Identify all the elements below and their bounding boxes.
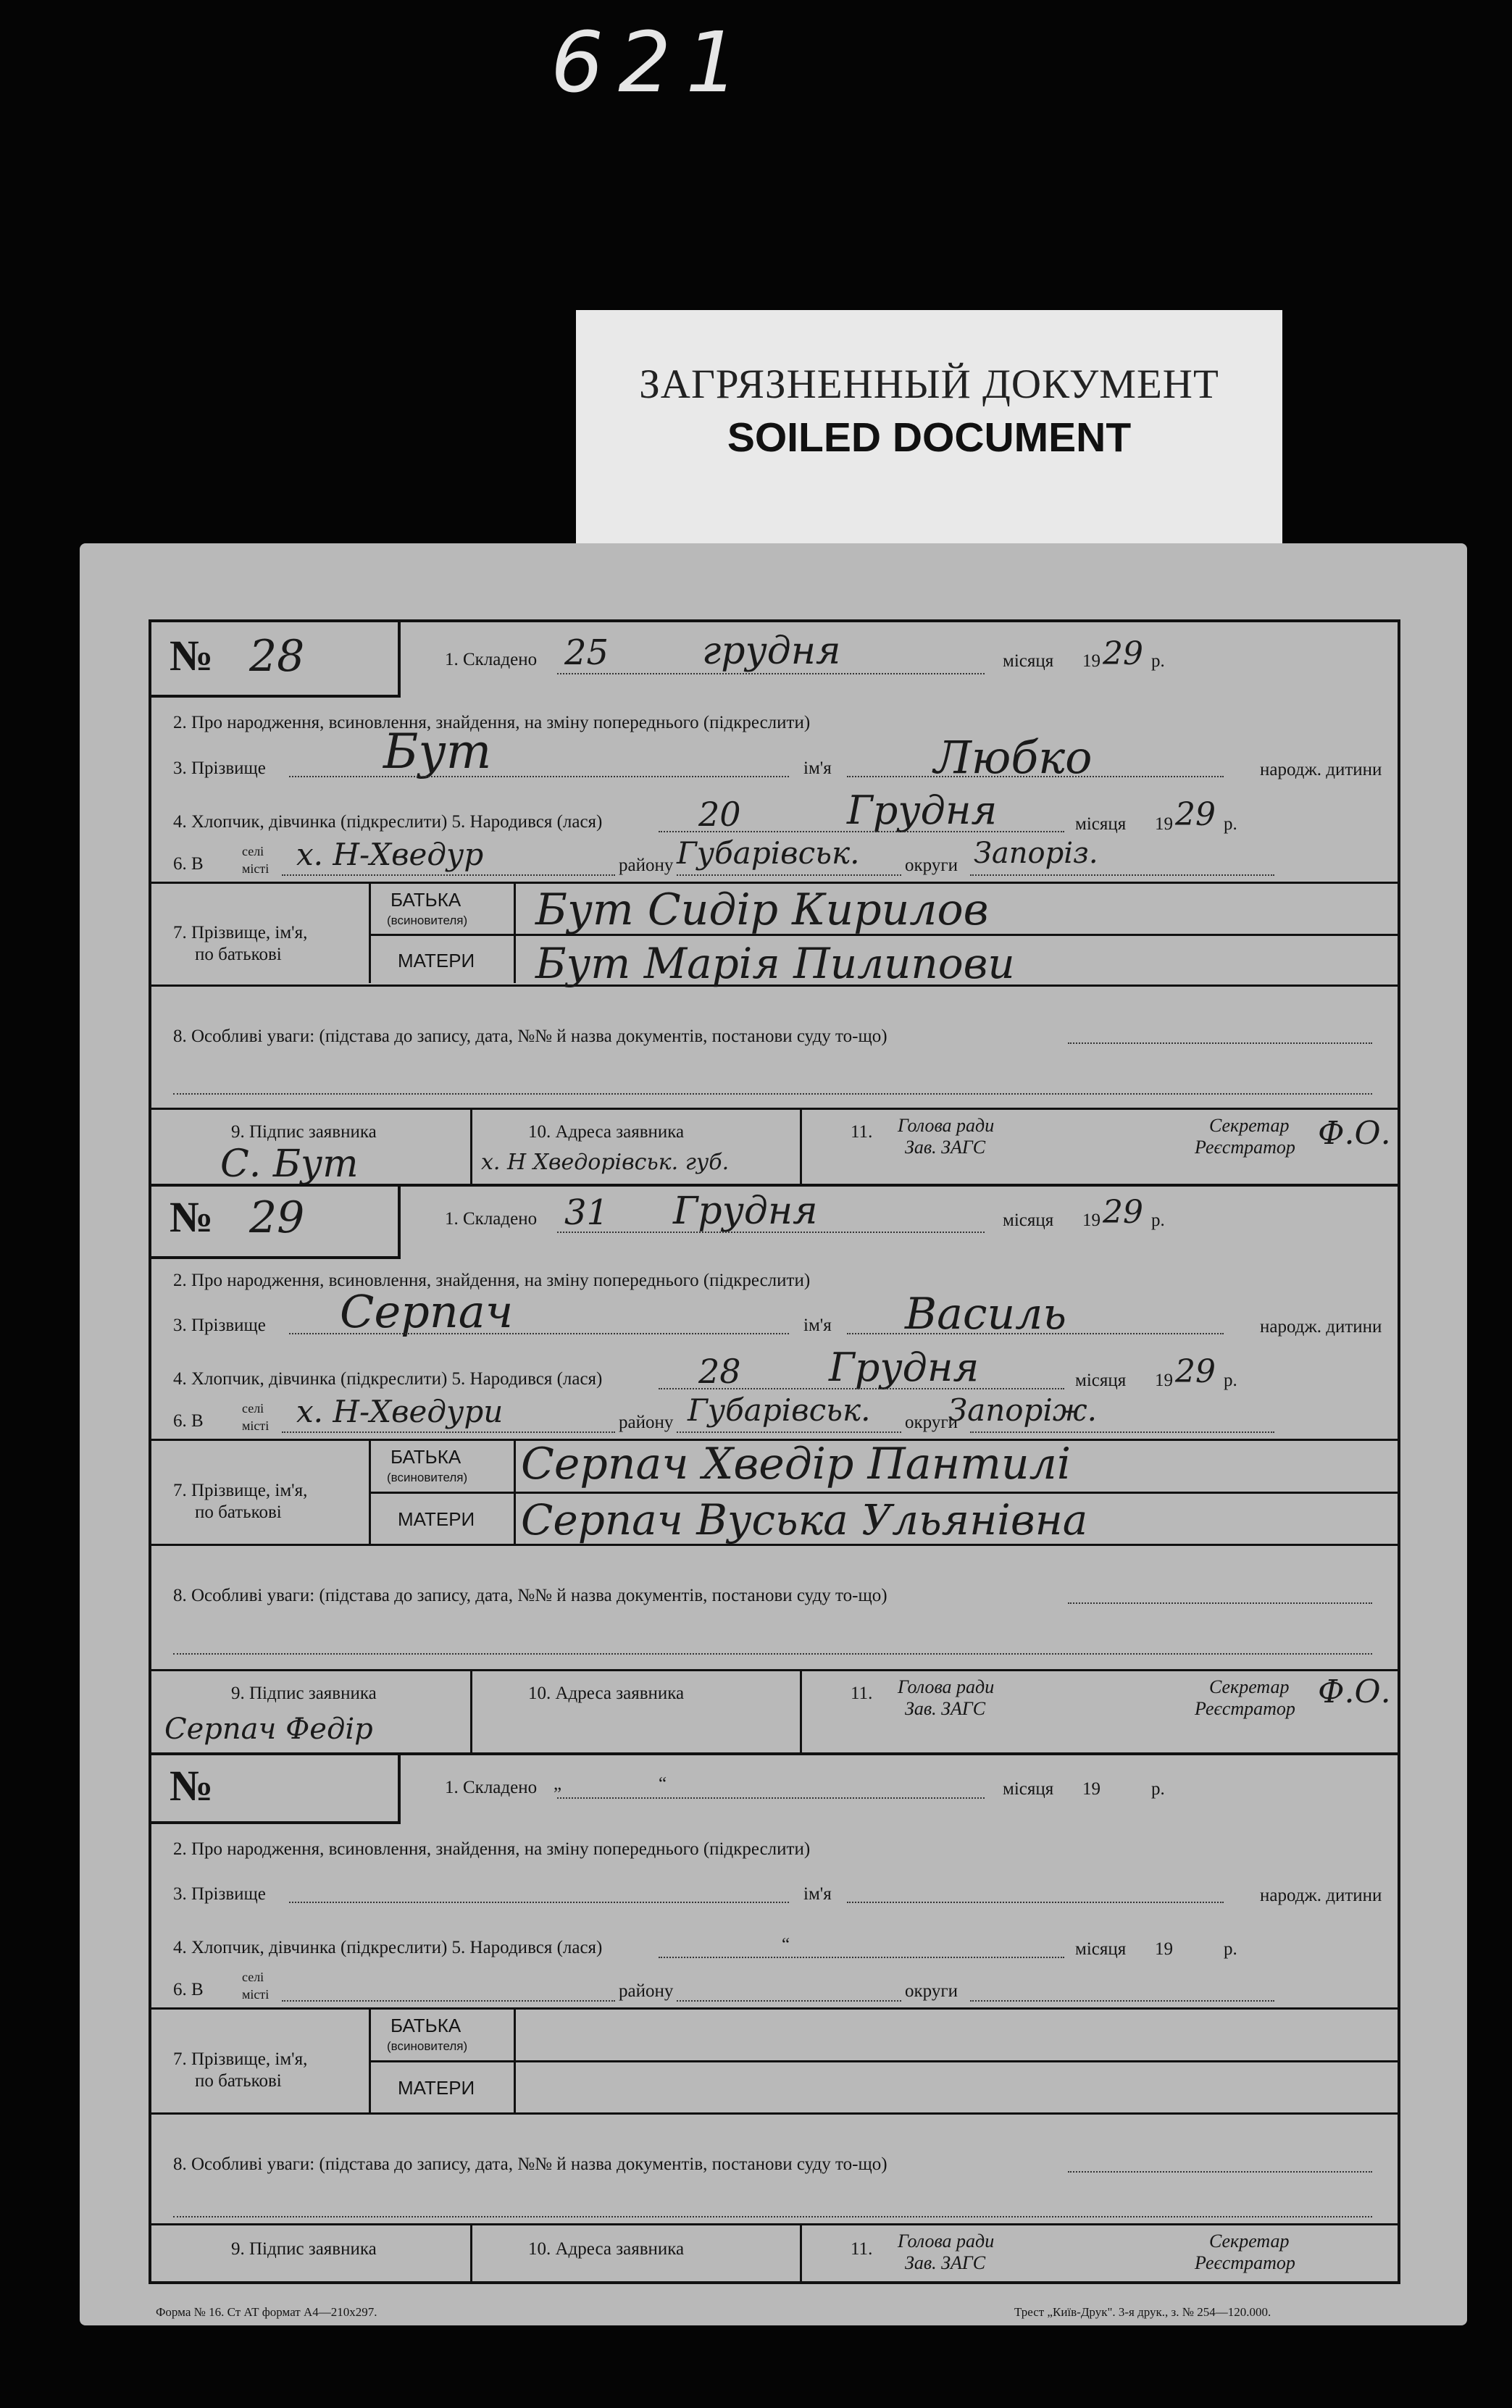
field-sex-born-label: 4. Хлопчик, дівчинка (підкреслити) 5. Народився (лася) xyxy=(173,1938,603,1957)
registrar-label: Реєстратор xyxy=(1195,2252,1295,2273)
record-section-1 xyxy=(151,622,1398,1184)
registry-head-label: Зав. ЗАГС xyxy=(905,2252,986,2273)
month-label: місяця xyxy=(1003,651,1054,671)
field-surname-label: 3. Прізвище xyxy=(173,758,266,778)
applicant-signature: С. Бут xyxy=(220,1142,359,1186)
secretary-signature: Ф.О. xyxy=(1318,1673,1391,1710)
compiled-month: грудня xyxy=(702,630,841,673)
town-label: місті xyxy=(242,1418,270,1433)
parents-label-1: 7. Прізвище, ім'я, xyxy=(173,923,308,942)
parents-label-2: по батькові xyxy=(195,2071,282,2091)
head-council-label: Голова ради xyxy=(898,2231,995,2252)
village-label: селі xyxy=(242,844,264,858)
mother-label: МАТЕРИ xyxy=(398,1508,475,1530)
adopter-label: (всиновителя) xyxy=(387,2039,468,2053)
compiled-month: Грудня xyxy=(673,1190,818,1233)
registry-head-label: Зав. ЗАГС xyxy=(905,1137,986,1158)
year-prefix: 19 xyxy=(1082,651,1100,671)
year-suffix: р. xyxy=(1151,1211,1165,1230)
birth-district: Губарівськ. xyxy=(688,1392,871,1428)
printer-info: Трест „Київ-Друк". 3-я друк., з. № 254—120.000. xyxy=(1014,2305,1271,2319)
applicant-sign-label: 9. Підпис заявника xyxy=(231,1684,377,1703)
field-name-label: ім'я xyxy=(803,758,832,778)
father-label: БАТЬКА xyxy=(390,2015,461,2036)
child-name: Василь xyxy=(905,1289,1066,1339)
applicant-sign-label: 9. Підпис заявника xyxy=(231,1122,377,1142)
born-day: 28 xyxy=(698,1352,741,1391)
record-number-box xyxy=(151,622,401,698)
born-year-suffix: р. xyxy=(1224,814,1237,834)
field-notes-label: 8. Особливі уваги: (підстава до запису, дата, №№ й назва документів, постанови суду то-що) xyxy=(173,1586,887,1605)
field-name-label: ім'я xyxy=(803,1884,832,1904)
month-label: місяця xyxy=(1003,1779,1054,1799)
child-name: Любко xyxy=(934,731,1093,784)
child-born-label: народж. дитини xyxy=(1260,1886,1382,1905)
field-surname-label: 3. Прізвище xyxy=(173,1884,266,1904)
year-suffix: р. xyxy=(1151,1779,1165,1799)
record-number: 29 xyxy=(249,1192,305,1243)
parents-label-1: 7. Прізвище, ім'я, xyxy=(173,1481,308,1500)
birth-okruga: Запоріз. xyxy=(974,837,1098,870)
year-prefix: 19 xyxy=(1082,1211,1100,1230)
applicant-address: х. Н Хведорівськ. губ. xyxy=(481,1150,730,1175)
born-month-label: місяця xyxy=(1075,1939,1127,1959)
town-label: місті xyxy=(242,1987,270,2002)
okruga-label: округи xyxy=(905,1981,958,2001)
village-label: селі xyxy=(242,1970,264,1984)
born-year: 29 xyxy=(1175,1353,1216,1390)
district-label: району xyxy=(619,1981,674,2001)
applicant-address-label: 10. Адреса заявника xyxy=(528,2239,685,2259)
number-symbol: № xyxy=(170,1762,214,1810)
year-suffix: р. xyxy=(1151,651,1165,671)
applicant-address-label: 10. Адреса заявника xyxy=(528,1684,685,1703)
applicant-signature: Серпач Федір xyxy=(164,1713,373,1746)
number-symbol: № xyxy=(170,632,214,680)
soiled-label-ru: ЗАГРЯЗНЕННЫЙ ДОКУМЕНТ xyxy=(639,361,1219,407)
adopter-label: (всиновителя) xyxy=(387,914,468,927)
birth-place: х. Н-Хведури xyxy=(296,1394,504,1429)
born-year: 29 xyxy=(1175,796,1216,833)
mother-label: МАТЕРИ xyxy=(398,2077,475,2099)
secretary-label: Секретар xyxy=(1209,1115,1290,1136)
birth-district: Губарівськ. xyxy=(677,835,860,871)
field-event-type: 2. Про народження, всиновлення, знайдення, на зміну попереднього (підкреслити) xyxy=(173,713,811,732)
born-year-prefix: 19 xyxy=(1155,1371,1173,1390)
record-section-2 xyxy=(151,1184,1398,1752)
born-year-prefix: 19 xyxy=(1155,814,1173,834)
secretary-signature: Ф.О. xyxy=(1318,1115,1391,1152)
field-place-label: 6. В xyxy=(173,1980,204,1999)
record-number: 28 xyxy=(249,631,305,682)
month-label: місяця xyxy=(1003,1211,1054,1230)
town-label: місті xyxy=(242,861,270,876)
record-number-box xyxy=(151,1184,401,1259)
soiled-label-en: SOILED DOCUMENT xyxy=(727,414,1132,461)
father-label: БАТЬКА xyxy=(390,889,461,911)
form-print-info: Форма № 16. Ст АТ формат А4—210х297. xyxy=(156,2305,377,2319)
child-surname: Серпач xyxy=(340,1285,514,1338)
district-label: району xyxy=(619,1413,674,1432)
child-born-label: народж. дитини xyxy=(1260,760,1382,779)
archive-number: 621 xyxy=(551,14,753,112)
field-compiled-label: 1. Складено xyxy=(445,1209,538,1229)
compiled-year: 29 xyxy=(1103,635,1143,672)
registration-form-sheet xyxy=(80,543,1467,2325)
secretary-label: Секретар xyxy=(1209,2231,1290,2252)
field-compiled-label: 1. Складено xyxy=(445,1778,538,1797)
compiled-day: 25 xyxy=(564,632,609,673)
adopter-label: (всиновителя) xyxy=(387,1471,468,1484)
field-compiled-label: 1. Складено xyxy=(445,650,538,669)
field-notes-label: 8. Особливі уваги: (підстава до запису, дата, №№ й назва документів, постанови суду то-що) xyxy=(173,2154,887,2174)
birth-okruga: Запоріж. xyxy=(948,1392,1097,1428)
soiled-document-label xyxy=(576,310,1282,549)
born-year-suffix: р. xyxy=(1224,1371,1237,1390)
signatures-label: 11. xyxy=(851,1684,873,1703)
field-surname-label: 3. Прізвище xyxy=(173,1316,266,1335)
number-symbol: № xyxy=(170,1193,214,1241)
record-section-3: № 1. Складено „ “ місяця 19 р. 2. Про народження, всиновлення, знайдення, на зміну попереднього (підкреслити) 3. Прізвище ім'я народж. дитини 4. Хлопчик, дівчинка (підкреслити) 5. Народився (лася) “ місяця 19 р. 6. В селі місті району округи 7. Прізвище, ім'я, по батькові БАТЬКА (всиновителя) МАТЕРИ 8. Особливі уваги: (підстава до запису, дата, №№ й назва документів, постанови суду то-що) 9. Підпис заявника 10. Адреса заявника 11. Голова ради Зав. ЗАГС Секретар Реєстратор xyxy=(151,1752,1398,2281)
born-year-prefix: 19 xyxy=(1155,1939,1173,1959)
compiled-day: 31 xyxy=(564,1192,609,1233)
born-year-suffix: р. xyxy=(1224,1939,1237,1959)
child-surname: Бут xyxy=(383,724,492,779)
father-label: БАТЬКА xyxy=(390,1446,461,1468)
born-day: 20 xyxy=(698,795,741,834)
signatures-label: 11. xyxy=(851,1122,873,1142)
field-notes-label: 8. Особливі уваги: (підстава до запису, дата, №№ й назва документів, постанови суду то-що) xyxy=(173,1027,887,1046)
born-month: Грудня xyxy=(829,1345,980,1390)
mother-name: Бут Марія Пилипови xyxy=(535,939,1015,988)
registry-head-label: Зав. ЗАГС xyxy=(905,1698,986,1719)
applicant-address-label: 10. Адреса заявника xyxy=(528,1122,685,1142)
registrar-label: Реєстратор xyxy=(1195,1137,1295,1158)
record-number-box xyxy=(151,1752,401,1824)
parents-label-2: по батькові xyxy=(195,945,282,964)
born-month-label: місяця xyxy=(1075,1371,1127,1390)
head-council-label: Голова ради xyxy=(898,1676,995,1697)
born-month-label: місяця xyxy=(1075,814,1127,834)
birth-place: х. Н-Хведур xyxy=(296,837,484,872)
field-sex-born-label: 4. Хлопчик, дівчинка (підкреслити) 5. Народився (лася) xyxy=(173,1369,603,1389)
mother-label: МАТЕРИ xyxy=(398,950,475,971)
mother-name: Серпач Вуська Ульянівна xyxy=(521,1495,1088,1544)
okruga-label: округи xyxy=(905,856,958,875)
signatures-label: 11. xyxy=(851,2239,873,2259)
registrar-label: Реєстратор xyxy=(1195,1698,1295,1719)
field-name-label: ім'я xyxy=(803,1316,832,1335)
field-event-type: 2. Про народження, всиновлення, знайдення, на зміну попереднього (підкреслити) xyxy=(173,1839,811,1859)
year-prefix: 19 xyxy=(1082,1779,1100,1799)
okruga-label: округи xyxy=(905,1413,958,1432)
field-place-label: 6. В xyxy=(173,1411,204,1431)
head-council-label: Голова ради xyxy=(898,1115,995,1136)
field-sex-born-label: 4. Хлопчик, дівчинка (підкреслити) 5. Народився (лася) xyxy=(173,812,603,832)
field-place-label: 6. В xyxy=(173,854,204,874)
district-label: району xyxy=(619,856,674,875)
field-event-type: 2. Про народження, всиновлення, знайдення, на зміну попереднього (підкреслити) xyxy=(173,1271,811,1290)
parents-label-2: по батькові xyxy=(195,1502,282,1522)
father-name: Бут Сидір Кирилов xyxy=(535,885,989,935)
secretary-label: Секретар xyxy=(1209,1676,1290,1697)
parents-label-1: 7. Прізвище, ім'я, xyxy=(173,2049,308,2069)
village-label: селі xyxy=(242,1401,264,1416)
child-born-label: народж. дитини xyxy=(1260,1317,1382,1337)
compiled-year: 29 xyxy=(1103,1194,1143,1231)
form-frame xyxy=(149,619,1400,2284)
applicant-sign-label: 9. Підпис заявника xyxy=(231,2239,377,2259)
father-name: Серпач Хведір Пантилі xyxy=(521,1439,1072,1489)
born-month: Грудня xyxy=(847,787,998,833)
